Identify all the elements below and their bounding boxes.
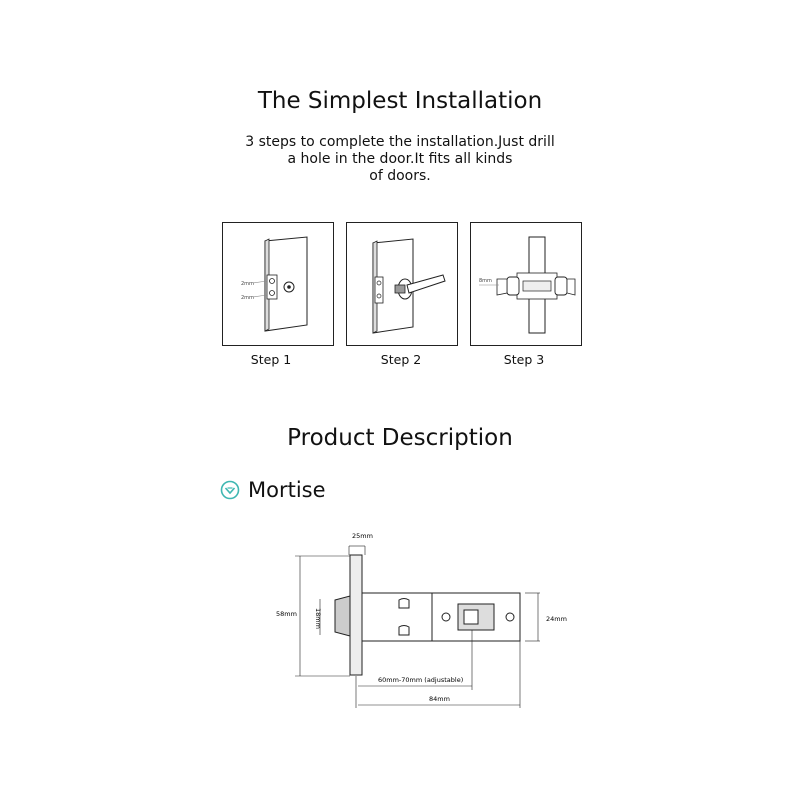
main-title: The Simplest Installation [257,88,543,114]
dimension-label: 24mm [546,615,567,623]
dimension-label: 25mm [352,532,373,540]
annotation-text: 2mm [241,281,254,287]
annotation-text: 8mm [479,278,492,284]
section-title: Product Description [287,425,513,451]
subtitle-line: a hole in the door.It fits all kinds [287,151,513,167]
dimension-label: 60mm-70mm (adjustable) [378,676,464,684]
subtitle-line: 3 steps to complete the installation.Just drill [245,134,555,150]
dimension-label: 84mm [429,695,450,703]
step-2-label: Step 2 [380,352,422,367]
mortise-label: Mortise [248,478,326,502]
step-1-label: Step 1 [250,352,292,367]
annotation-text: 2mm [241,295,254,301]
dimension-label: 58mm [276,610,297,618]
dimension-label: 18mm [314,608,322,629]
step-3-label: Step 3 [503,352,545,367]
subtitle-line: of doors. [369,168,431,184]
